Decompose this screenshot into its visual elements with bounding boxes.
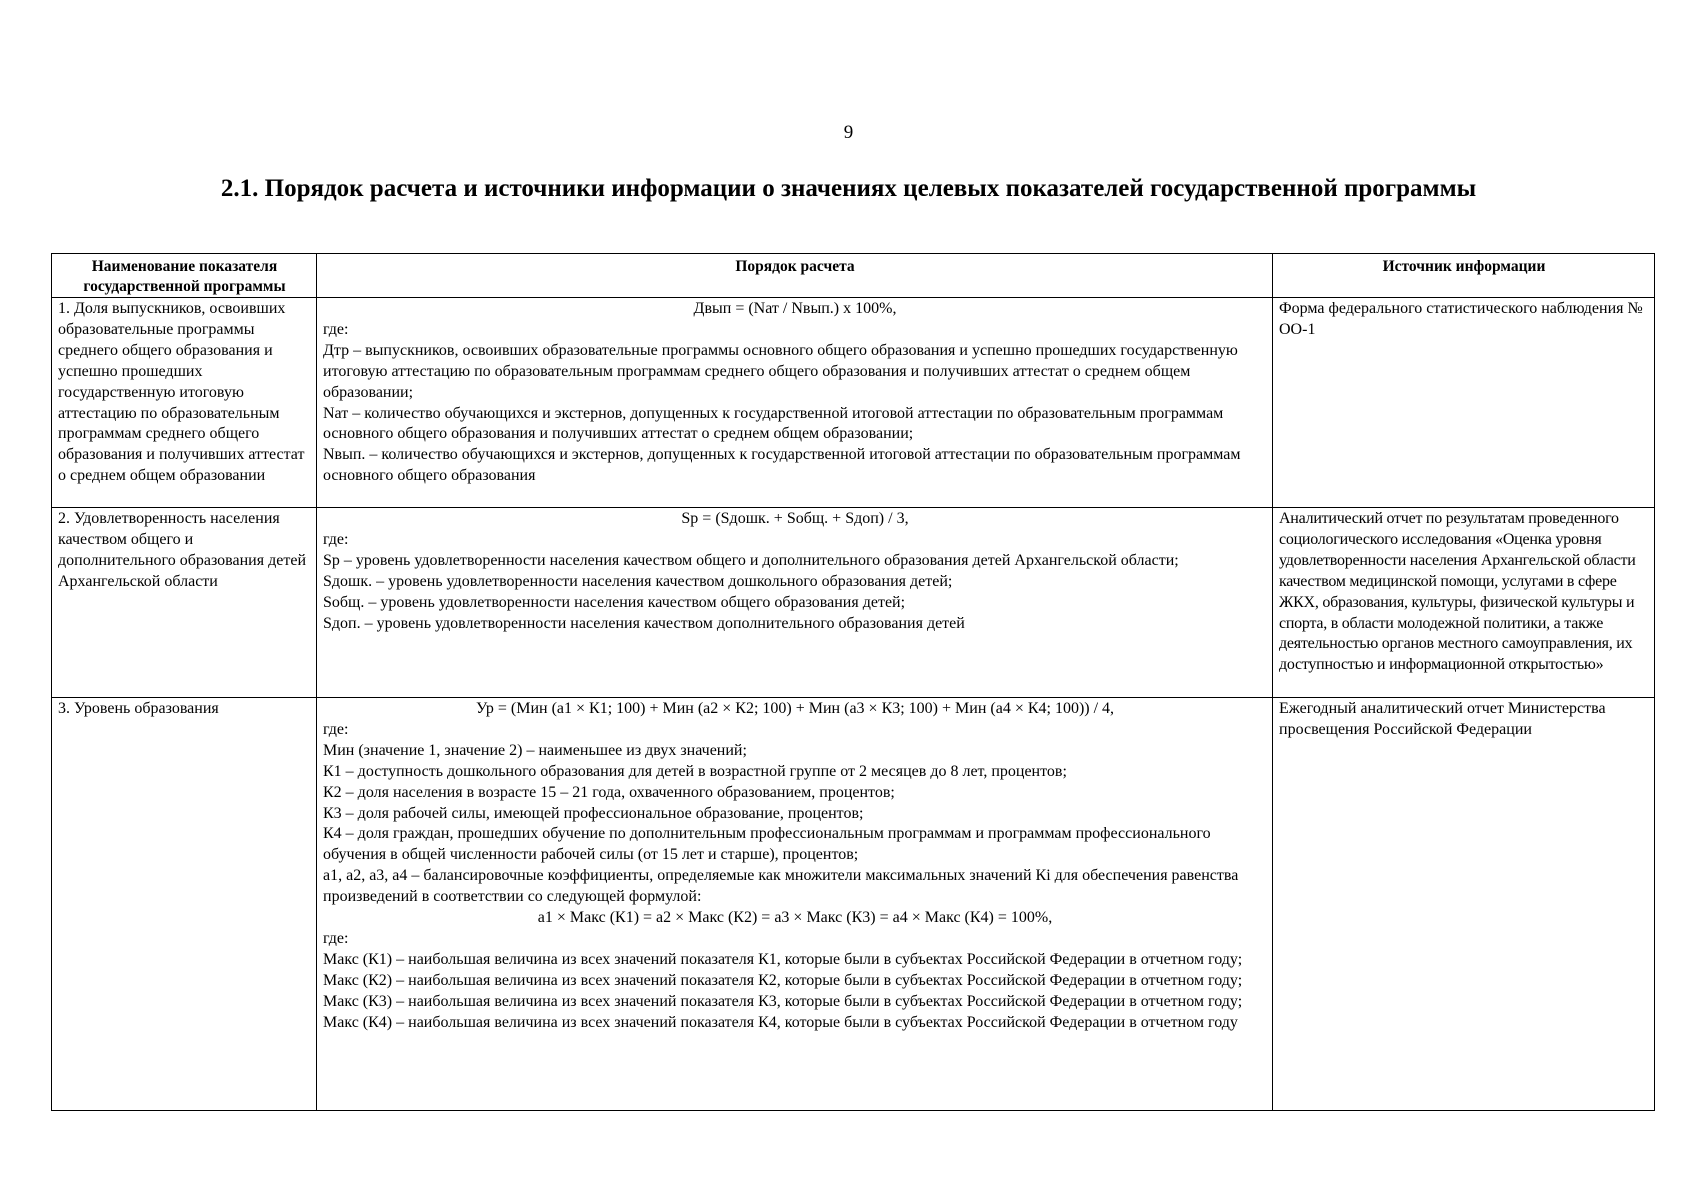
indicator-name: 2. Удовлетворенность населения качеством общего и дополнительного образования детей Архангельской области <box>52 508 317 698</box>
calc-line: Дтр – выпускников, освоивших образовательные программы основного общего образования и успешно прошедших государственную итоговую аттестацию по образовательным программам среднего общего образования и получивших аттестат о среднем общем образовании; <box>323 341 1238 401</box>
formula-balance: а1 × Макс (К1) = а2 × Макс (К2) = а3 × Макс (К3) = а4 × Макс (К4) = 100%, <box>537 909 1053 927</box>
calc-line: К1 – доступность дошкольного образования для детей в возрастной группе от 2 месяцев до 8 лет, процентов; <box>323 762 1067 780</box>
header-calculation: Порядок расчета <box>317 254 1273 298</box>
calculation-cell <box>317 698 1273 1111</box>
source-cell: Форма федерального статистического наблюдения № ОО-1 <box>1273 298 1655 508</box>
calc-line: К2 – доля населения в возрасте 15 – 21 года, охваченного образованием, процентов; <box>323 783 895 801</box>
calc-line: Nат – количество обучающихся и экстернов, допущенных к государственной итоговой аттестации по образовательным программам основного общего образования и получивших аттестат о среднем общем образовании; <box>323 404 1224 443</box>
indicator-name: 1. Доля выпускников, освоивших образовательные программы среднего общего образования и успешно прошедших государственную итоговую аттестацию по образовательным программам среднего общего образования и получивших аттестат о среднем общем образовании <box>52 298 317 508</box>
calc-line: Мин (значение 1, значение 2) – наименьшее из двух значений; <box>323 741 747 759</box>
calc-line: Sобщ. – уровень удовлетворенности населения качеством общего образования детей; <box>323 593 906 611</box>
formula: Ур = (Мин (а1 × К1; 100) + Мин (а2 × К2; 100) + Мин (а3 × К3; 100) + Мин (а4 × К4; 100)) / 4, <box>475 700 1115 717</box>
calc-line: Sр – уровень удовлетворенности населения качеством общего и дополнительного образования детей Архангельской области; <box>323 551 1179 569</box>
calculation-cell <box>317 298 1273 508</box>
calculation-cell <box>317 508 1273 698</box>
formula: Двып = (Nат / Nвып.) х 100%, <box>693 300 897 317</box>
source-cell: Аналитический отчет по результатам проведенного социологического исследования «Оценка уровня удовлетворенности населения Архангельской области качеством медицинской помощи, услугами в сфере ЖКХ, образования, культуры, физической культуры и спорта, в области молодежной политики, а также деятельностью органов местного самоуправления, их доступностью и информационной открытостью» <box>1273 508 1655 698</box>
calc-line: где: <box>323 320 349 338</box>
calc-line: где: <box>323 530 349 548</box>
calc-line: Nвып. – количество обучающихся и экстернов, допущенных к государственной итоговой аттестации по образовательным программам основного общего образования <box>323 446 1241 485</box>
header-source: Источник информации <box>1273 254 1655 298</box>
indicators-table <box>51 253 1655 1111</box>
calc-line: Макс (К1) – наибольшая величина из всех значений показателя К1, которые были в субъектах Российской Федерации в отчетном году; <box>323 950 1243 968</box>
calc-line: Макс (К3) – наибольшая величина из всех значений показателя К3, которые были в субъектах Российской Федерации в отчетном году; <box>323 992 1243 1010</box>
calc-line: К4 – доля граждан, прошедших обучение по дополнительным профессиональным программам и программам профессионального обучения в общей численности рабочей силы (от 15 лет и старше), процентов; <box>323 825 1211 864</box>
calc-line: где: <box>323 720 349 738</box>
calc-line: Sдоп. – уровень удовлетворенности населения качеством дополнительного образования детей <box>323 614 965 632</box>
header-name-line2: государственной программы <box>83 278 286 295</box>
source-cell: Ежегодный аналитический отчет Министерства просвещения Российской Федерации <box>1273 698 1655 1111</box>
indicator-name: 3. Уровень образования <box>52 698 317 1111</box>
table-row <box>52 508 1655 698</box>
header-indicator-name <box>52 254 317 298</box>
header-name-line1: Наименование показателя <box>91 258 278 275</box>
calc-line: Макс (К2) – наибольшая величина из всех значений показателя К2, которые были в субъектах Российской Федерации в отчетном году; <box>323 971 1243 989</box>
formula: Sр = (Sдошк. + Sобщ. + Sдоп) / 3, <box>681 510 909 527</box>
calc-line: Макс (К4) – наибольшая величина из всех значений показателя К4, которые были в субъектах Российской Федерации в отчетном году <box>323 1013 1238 1031</box>
table-row <box>52 698 1655 1111</box>
calc-line: а1, а2, а3, а4 – балансировочные коэффициенты, определяемые как множители максимальных значений Кi для обеспечения равенства произведений в соответствии со следующей формулой: <box>323 867 1239 906</box>
calc-line: Sдошк. – уровень удовлетворенности населения качеством дошкольного образования детей; <box>323 572 953 590</box>
page-number: 9 <box>843 122 854 143</box>
document-title: 2.1. Порядок расчета и источники информации о значениях целевых показателей государственной программы <box>220 175 1477 202</box>
table-header-row <box>52 254 1655 298</box>
calc-line: К3 – доля рабочей силы, имеющей профессиональное образование, процентов; <box>323 804 864 822</box>
table-row <box>52 298 1655 508</box>
calc-line: где: <box>323 929 349 947</box>
